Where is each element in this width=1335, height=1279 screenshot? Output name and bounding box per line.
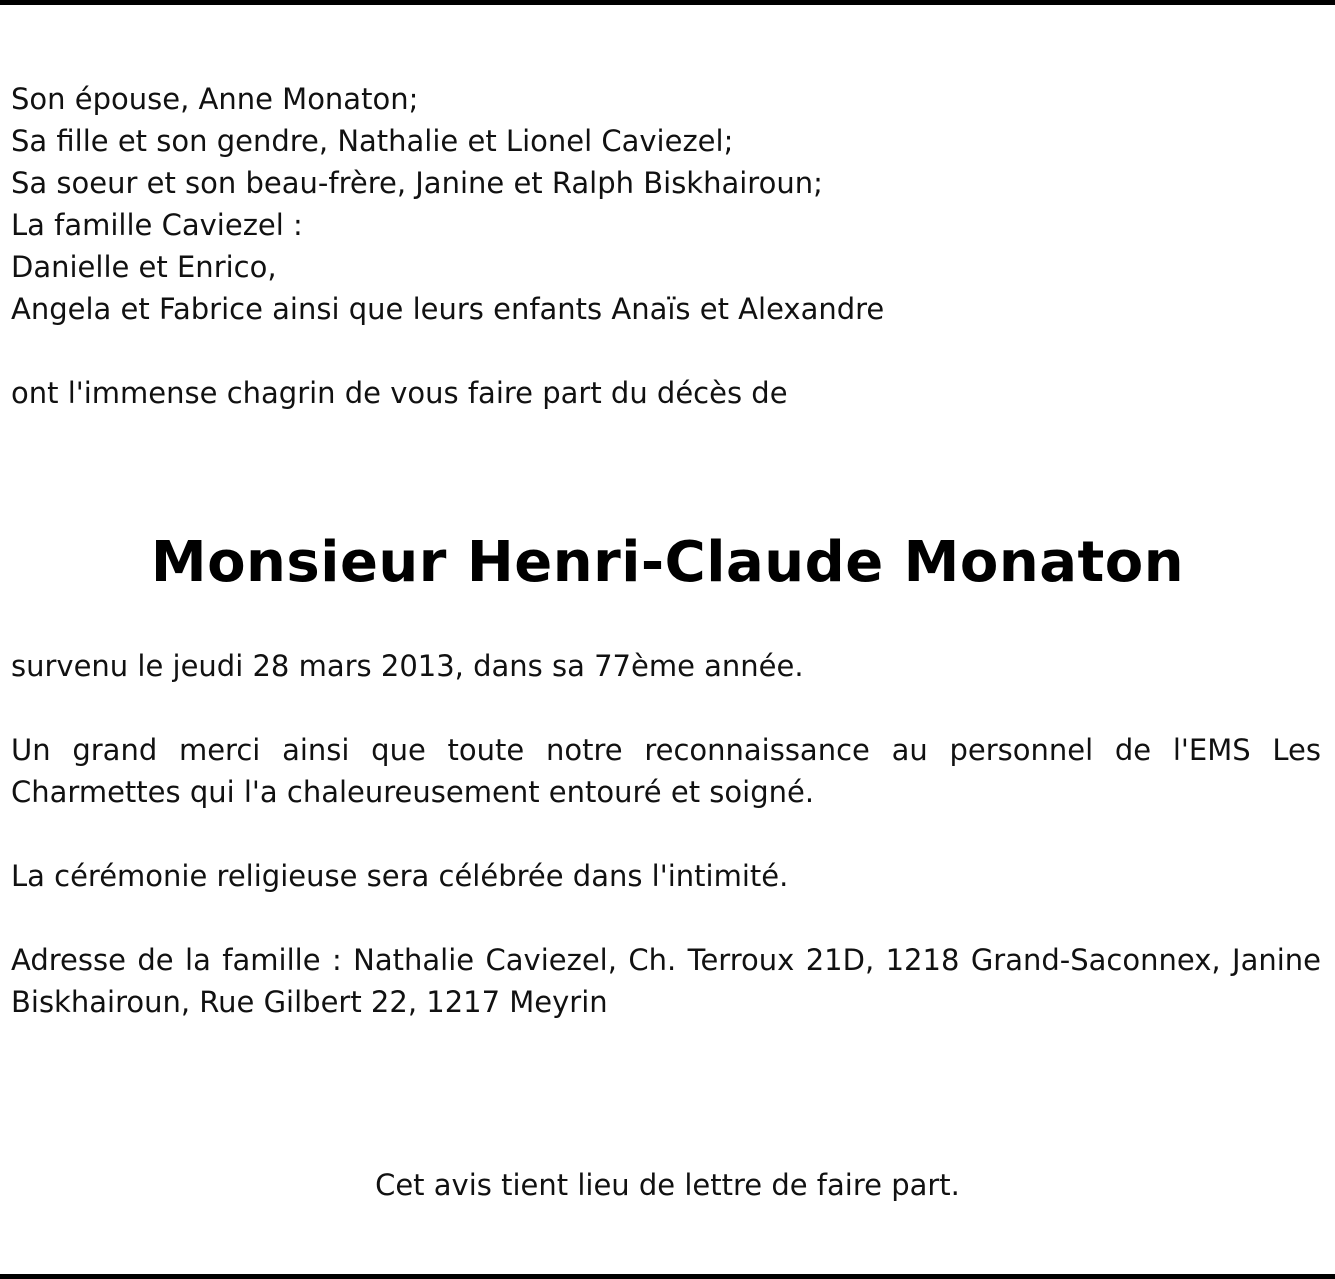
family-list xyxy=(11,78,1321,330)
family-line: Sa soeur et son beau-frère, Janine et Ralph Biskhairoun; xyxy=(11,166,823,200)
deceased-name-heading: Monsieur Henri-Claude Monaton xyxy=(150,530,1185,595)
details-section xyxy=(11,645,1321,1023)
family-section xyxy=(11,78,1321,414)
family-line: Danielle et Enrico, xyxy=(11,250,277,284)
announcement-text: ont l'immense chagrin de vous faire part du décès de xyxy=(11,376,788,410)
top-border xyxy=(0,0,1335,5)
thanks-text: Un grand merci ainsi que toute notre reconnaissance au personnel de l'EMS Les Charmettes qui l'a chaleureusement entouré et soigné. xyxy=(11,733,1321,809)
family-line: Angela et Fabrice ainsi que leurs enfants Anaïs et Alexandre xyxy=(11,292,885,326)
death-date-text: survenu le jeudi 28 mars 2013, dans sa 77ème année. xyxy=(11,649,804,683)
bottom-border xyxy=(0,1274,1335,1279)
ceremony-text: La cérémonie religieuse sera célébrée dans l'intimité. xyxy=(11,859,789,893)
footer-note: Cet avis tient lieu de lettre de faire part. xyxy=(375,1168,960,1202)
family-address-text: Adresse de la famille : Nathalie Caviezel, Ch. Terroux 21D, 1218 Grand-Saconnex, Janine Biskhairoun, Rue Gilbert 22, 1217 Meyrin xyxy=(11,943,1321,1019)
family-line: Son épouse, Anne Monaton; xyxy=(11,82,419,116)
family-line: Sa fille et son gendre, Nathalie et Lionel Caviezel; xyxy=(11,124,734,158)
family-line: La famille Caviezel : xyxy=(11,208,303,242)
